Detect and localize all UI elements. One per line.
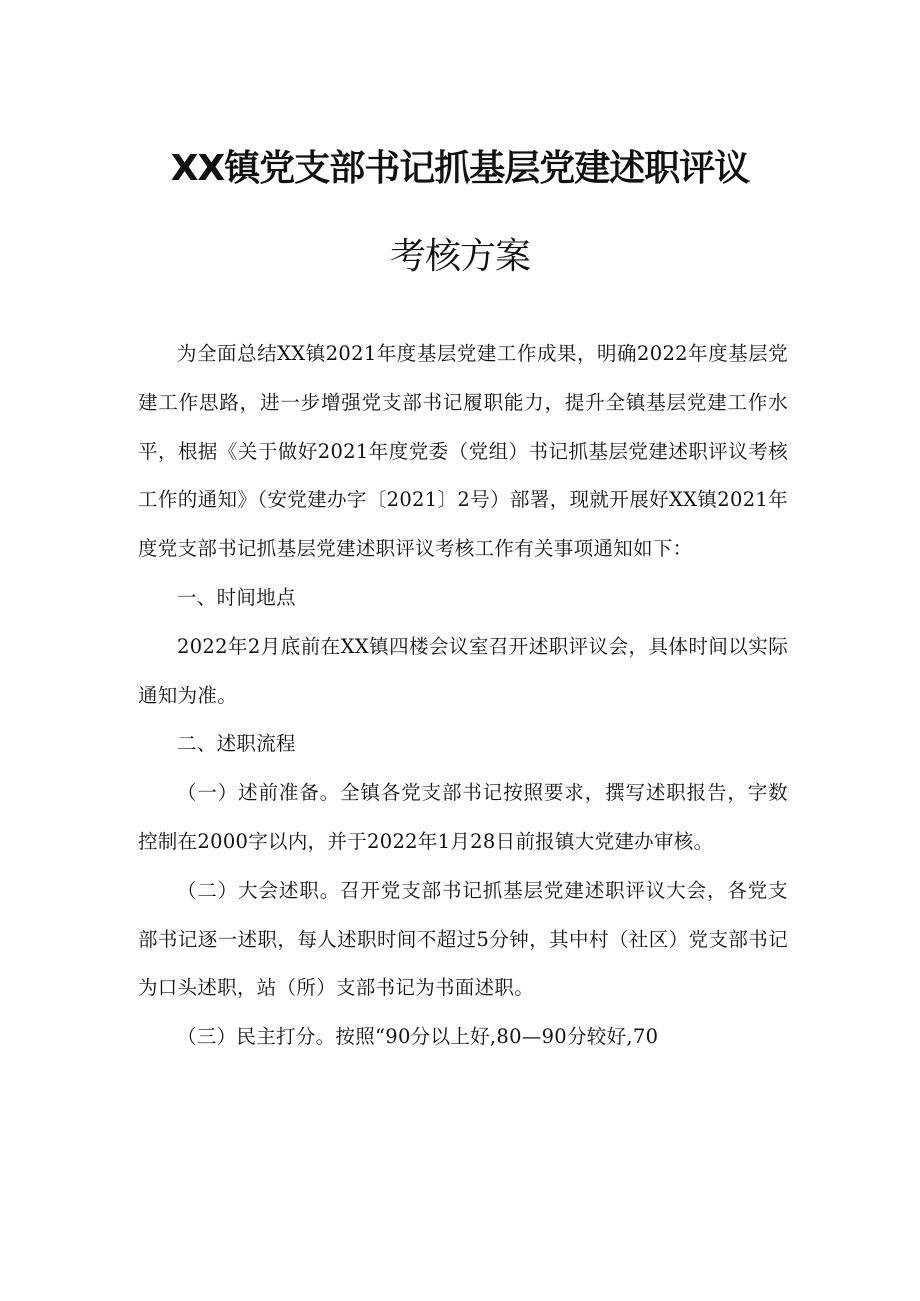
paragraph-preparation: （一）述前准备。全镇各党支部书记按照要求，撰写述职报告，字数控制在2000字以内，并于2022年1月28日前报镇大党建办审核。 xyxy=(138,781,788,853)
document-title-line1: XX镇党支部书记抓基层党建述职评议 xyxy=(170,148,750,189)
paragraph-meeting-report: （二）大会述职。召开党支部书记抓基层党建述职评议大会，各党支部书记逐一述职，每人述职时间不超过5分钟，其中村（社区）党支部书记为口头述职，站（所）支部书记为书面述职。 xyxy=(138,878,788,1000)
document-body xyxy=(138,330,788,1062)
paragraph-time-location: 2022年2月底前在XX镇四楼会议室召开述职评议会，具体时间以实际通知为准。 xyxy=(138,634,788,707)
heading-procedure: 二、述职流程 xyxy=(177,732,296,756)
heading-time-location: 一、时间地点 xyxy=(177,585,296,609)
document-title-line2: 考核方案 xyxy=(389,236,530,277)
paragraph-scoring: （三）民主打分。按照“90分以上好,80—90分较好,70 xyxy=(177,1025,659,1049)
paragraph-intro: 为全面总结XX镇2021年度基层党建工作成果，明确2022年度基层党建工作思路，进一步增强党支部书记履职能力，提升全镇基层党建工作水平，根据《关于做好2021年度党委（党组）书记抓基层党建述职评议考核工作的通知》（安党建办字〔2021〕2号）部署，现就开展好XX镇2021年度党支部书记抓基层党建述职评议考核工作有关事项通知如下： xyxy=(138,342,788,561)
